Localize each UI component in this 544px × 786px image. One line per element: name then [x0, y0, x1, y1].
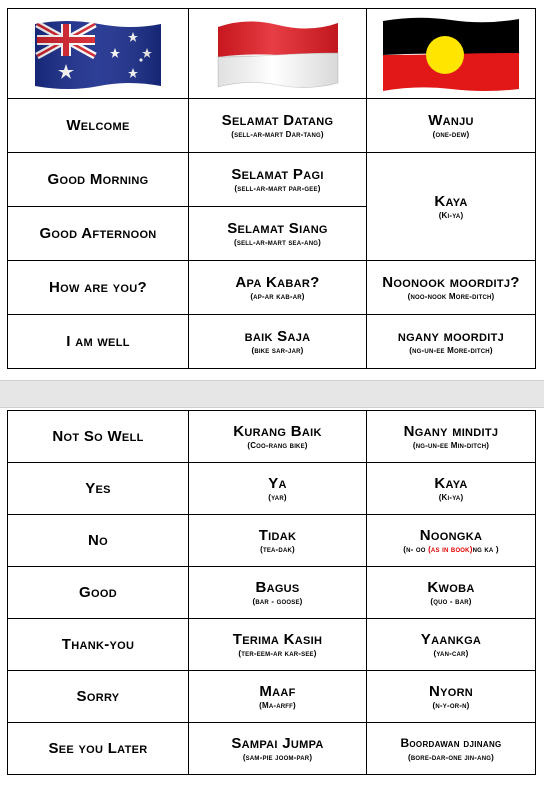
indonesian-phrase: Apa Kabar?: [235, 273, 320, 291]
indonesian-phrase: Bagus: [255, 578, 300, 596]
row-good-morning: [8, 153, 536, 207]
merged-greeting-cell: [367, 153, 536, 261]
indonesia-flag-cell: [189, 9, 367, 99]
indonesian-pronunciation: (ap-ar kab-ar): [250, 291, 305, 301]
noongar-pronunciation: (Ki-ya): [438, 492, 464, 502]
aboriginal-flag-icon: [381, 15, 521, 93]
english-phrase: Yes: [85, 479, 111, 497]
row-yes: [8, 463, 536, 515]
row-welcome: [8, 99, 536, 153]
pron-part: ng ka ): [472, 544, 499, 554]
indonesian-phrase: baik Saja: [244, 327, 311, 345]
row-thank-you: [8, 619, 536, 671]
indonesian-pronunciation: (bar - goose): [252, 596, 303, 606]
english-phrase: Good Afternoon: [39, 224, 157, 242]
noongar-pronunciation: (noo-nook More-ditch): [407, 291, 495, 301]
row-see-you-later: [8, 723, 536, 775]
indonesian-pronunciation: (bike sar-jar): [251, 345, 304, 355]
noongar-pronunciation: [370, 544, 532, 555]
indonesian-pronunciation: (tea-dak): [260, 544, 295, 554]
page-break: [0, 380, 544, 408]
noongar-phrase: Ngany minditj: [403, 422, 499, 440]
english-phrase: Not So Well: [52, 427, 144, 445]
noongar-pronunciation: (ng-un-ee More-ditch): [409, 345, 493, 355]
english-phrase: Good: [79, 583, 117, 601]
indonesia-flag-icon: [216, 17, 340, 91]
indonesian-phrase: Ya: [268, 474, 287, 492]
pron-part: (n- oo: [403, 544, 429, 554]
noongar-phrase: Nyorn: [428, 682, 474, 700]
noongar-phrase: Kaya: [434, 192, 468, 210]
noongar-phrase: Kaya: [434, 474, 468, 492]
indonesian-pronunciation: (Coo-rang bike): [247, 440, 308, 450]
indonesian-phrase: Sampai Jumpa: [231, 734, 324, 752]
noongar-pronunciation: (Ki-ya): [438, 210, 464, 220]
row-no: [8, 515, 536, 567]
greetings-table-2: [7, 410, 536, 775]
noongar-pronunciation: (n-y-or-n): [432, 700, 470, 710]
row-sorry: [8, 671, 536, 723]
noongar-pronunciation: (one-dew): [432, 129, 470, 139]
noongar-phrase: ngany moorditj: [397, 327, 505, 345]
indonesian-pronunciation: (ter-eem-ar kar-see): [238, 648, 317, 658]
australia-flag-icon: [33, 18, 163, 90]
english-phrase: Sorry: [76, 687, 120, 705]
indonesian-pronunciation: (sell-ar-mart Dar-tang): [231, 129, 324, 139]
noongar-phrase: Kwoba: [427, 578, 475, 596]
noongar-pronunciation: (yan-car): [433, 648, 469, 658]
indonesian-pronunciation: (Ma-arff): [259, 700, 296, 710]
greetings-table-1: [7, 8, 536, 369]
english-phrase: How are you?: [49, 278, 147, 296]
noongar-phrase: Boordawan djinang: [400, 735, 502, 750]
row-good: [8, 567, 536, 619]
noongar-pronunciation: (quo - bar): [430, 596, 472, 606]
row-how-are-you: [8, 261, 536, 315]
indonesian-phrase: Kurang Baik: [233, 422, 322, 440]
row-not-so-well: [8, 411, 536, 463]
indonesian-phrase: Selamat Siang: [227, 219, 328, 237]
indonesian-pronunciation: (yar): [268, 492, 287, 502]
australia-flag-cell: [8, 9, 189, 99]
pron-highlight: (as in book): [428, 544, 473, 554]
english-phrase: Welcome: [66, 116, 130, 134]
noongar-phrase: Noonook moorditj?: [382, 273, 520, 291]
noongar-phrase: Noongka: [419, 526, 483, 544]
indonesian-pronunciation: (sam-pie joom-par): [242, 752, 313, 762]
aboriginal-flag-cell: [367, 9, 536, 99]
noongar-phrase: Yaankga: [420, 630, 482, 648]
indonesian-phrase: Tidak: [258, 526, 297, 544]
indonesian-pronunciation: (sell-ar-mart sea-ang): [234, 237, 321, 247]
row-i-am-well: [8, 315, 536, 369]
noongar-pronunciation: (ng-un-ee Min-ditch): [412, 440, 490, 450]
flag-row: [8, 9, 536, 99]
english-phrase: No: [88, 531, 108, 549]
noongar-pronunciation: (bore-dar-one jin-ang): [408, 752, 494, 762]
indonesian-pronunciation: (sell-ar-mart par-gee): [234, 183, 321, 193]
english-phrase: See you Later: [48, 739, 148, 757]
indonesian-phrase: Selamat Datang: [221, 111, 334, 129]
english-phrase: I am well: [66, 332, 130, 350]
english-phrase: Good Morning: [47, 170, 149, 188]
indonesian-phrase: Selamat Pagi: [231, 165, 324, 183]
indonesian-phrase: Terima Kasih: [232, 630, 323, 648]
english-phrase: Thank-you: [61, 635, 135, 653]
indonesian-phrase: Maaf: [259, 682, 296, 700]
noongar-phrase: Wanju: [428, 111, 474, 129]
